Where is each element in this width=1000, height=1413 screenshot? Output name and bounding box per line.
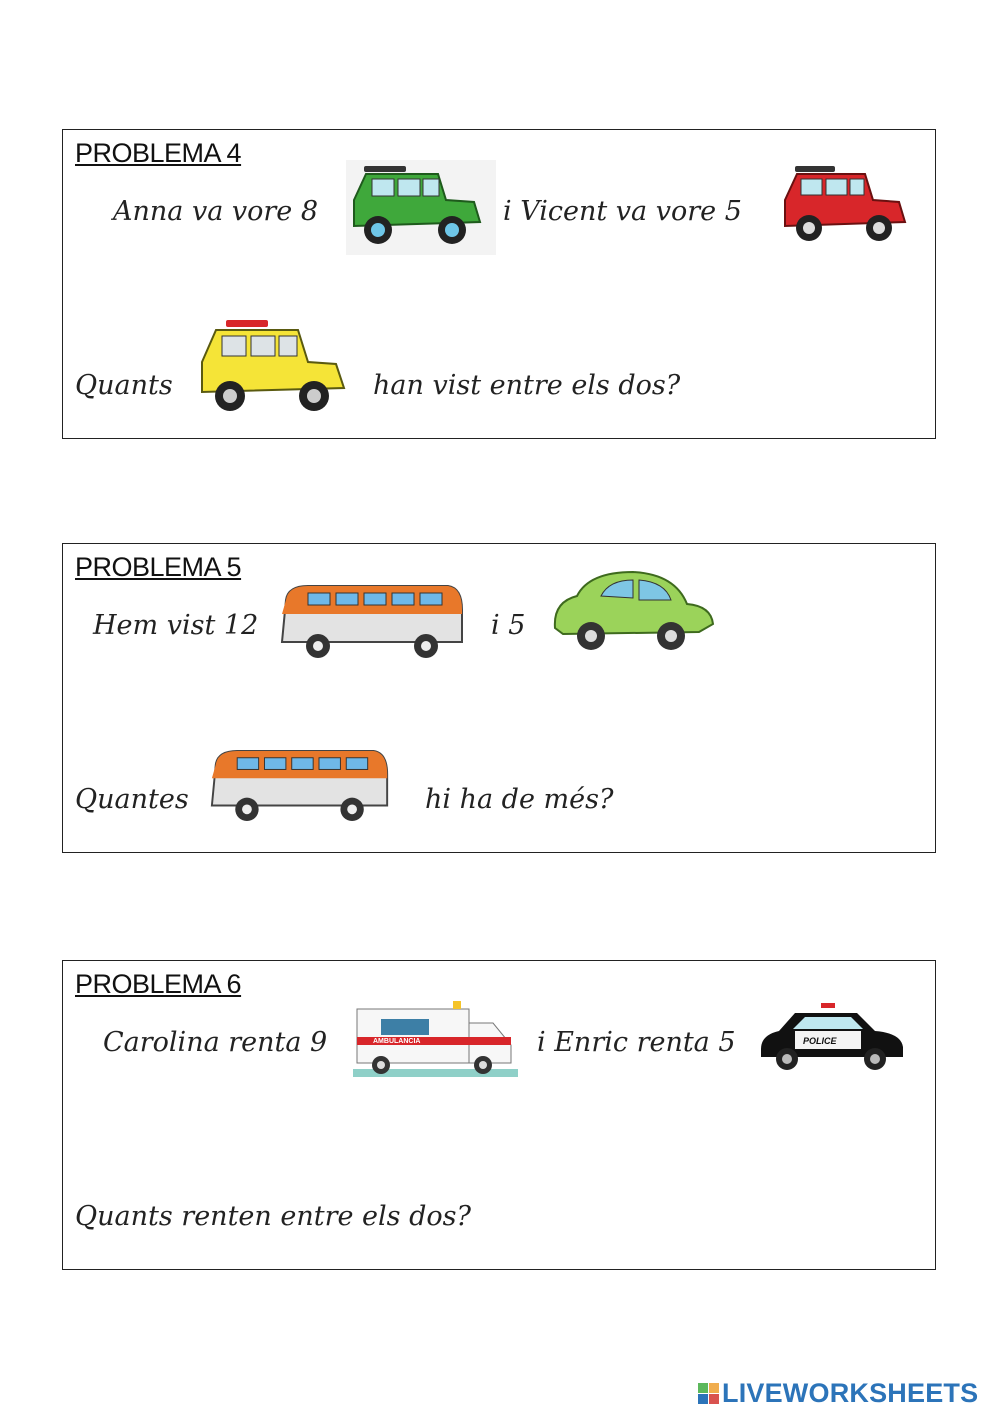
police-label: POLICE (803, 1036, 837, 1046)
red-jeep-icon (779, 164, 914, 249)
ambulance-label: AMBULANCIA (373, 1038, 421, 1045)
problem-5-statement-b: i 5 (491, 610, 526, 641)
green-jeep-icon (346, 160, 496, 255)
green-car-icon (549, 566, 717, 656)
camper-van-icon (208, 744, 393, 828)
problem-4-card (62, 129, 936, 439)
problem-6-statement-b: i Enric renta 5 (537, 1027, 736, 1058)
problem-6-question: Quants renten entre els dos? (75, 1201, 471, 1232)
police-car-icon (757, 1001, 907, 1073)
camper-van-icon (278, 580, 468, 664)
problem-6-heading: PROBLEMA 6 (75, 969, 242, 999)
problem-6-statement-a: Carolina renta 9 (103, 1027, 328, 1058)
logo-mark-icon (698, 1383, 719, 1404)
problem-6-card (62, 960, 936, 1270)
problem-5-question-a: Quantes (75, 784, 189, 815)
liveworksheets-logo (698, 1378, 978, 1409)
ambulance-icon (353, 1001, 518, 1081)
problem-4-statement-a: Anna va vore 8 (113, 196, 319, 227)
problem-5-heading: PROBLEMA 5 (75, 552, 242, 582)
problem-4-statement-b: i Vicent va vore 5 (503, 196, 742, 227)
yellow-jeep-icon (196, 318, 354, 418)
problem-4-question-b: han vist entre els dos? (373, 370, 681, 401)
problem-4-question-a: Quants (75, 370, 173, 401)
logo-text: LIVEWORKSHEETS (722, 1378, 979, 1408)
problem-4-heading: PROBLEMA 4 (75, 138, 242, 168)
problem-5-statement-a: Hem vist 12 (93, 610, 259, 641)
problem-5-card (62, 543, 936, 853)
problem-5-question-b: hi ha de més? (425, 784, 614, 815)
